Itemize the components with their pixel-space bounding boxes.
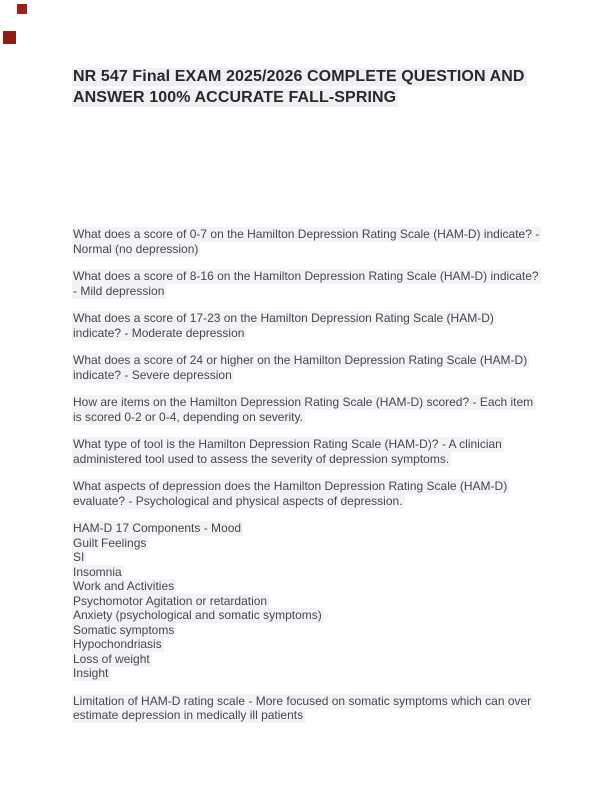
list-item: Guilt Feelings: [73, 535, 147, 550]
title-line: NR 547 Final EXAM 2025/2026 COMPLETE QUESTION AND: [73, 68, 525, 85]
text-line: What does a score of 24 or higher on the Hamilton Depression Rating Scale (HAM-D): [73, 353, 528, 367]
qa-paragraph-score-17-23: [72, 311, 554, 340]
qa-paragraph-score-24-higher: [72, 353, 554, 382]
list-item: Hypochondriasis: [73, 637, 162, 651]
list-item: Anxiety (psychological and somatic symptoms): [73, 608, 322, 622]
list-item: Psychomotor Agitation or retardation: [73, 593, 268, 608]
text-line: indicate? - Severe depression: [73, 367, 232, 382]
text-line: What does a score of 0-7 on the Hamilton Depression Rating Scale (HAM-D) indicate? -: [73, 227, 540, 241]
document-content: [72, 0, 554, 723]
text-line: estimate depression in medically ill patients: [73, 708, 304, 722]
list-item: SI: [73, 550, 85, 564]
text-line: What aspects of depression does the Hamilton Depression Rating Scale (HAM-D): [73, 479, 508, 493]
qa-paragraph-score-8-16: [72, 269, 554, 298]
title-line: ANSWER 100% ACCURATE FALL-SPRING: [73, 89, 397, 106]
qa-paragraph-item-scoring: [72, 395, 554, 424]
list-item: Work and Activities: [73, 579, 175, 593]
list-item: Somatic symptoms: [73, 622, 175, 637]
document-title: [72, 66, 554, 108]
text-line: What type of tool is the Hamilton Depression Rating Scale (HAM-D)? - A clinician: [73, 437, 502, 451]
text-line: is scored 0-2 or 0-4, depending on severity.: [73, 409, 303, 424]
text-line: What does a score of 8-16 on the Hamilton Depression Rating Scale (HAM-D) indicate?: [73, 269, 539, 283]
hamd-components-list: [72, 521, 554, 681]
text-line: indicate? - Moderate depression: [73, 325, 245, 340]
qa-paragraph-aspects-evaluated: [72, 479, 554, 508]
qa-paragraph-limitation: [72, 694, 554, 723]
text-line: - Mild depression: [73, 283, 165, 298]
text-line: Normal (no depression): [73, 241, 199, 256]
text-line: How are items on the Hamilton Depression Rating Scale (HAM-D) scored? - Each item: [73, 395, 534, 409]
list-item: Insomnia: [73, 564, 122, 579]
list-item: HAM-D 17 Components - Mood: [73, 521, 242, 535]
list-item: Loss of weight: [73, 651, 150, 666]
red-square-decor-left-icon: [3, 31, 16, 44]
qa-paragraph-tool-type: [72, 437, 554, 466]
red-square-decor-top-icon: [17, 4, 27, 14]
list-item: Insight: [73, 666, 109, 680]
text-line: Limitation of HAM-D rating scale - More focused on somatic symptoms which can over: [73, 693, 532, 708]
text-line: What does a score of 17-23 on the Hamilton Depression Rating Scale (HAM-D): [73, 311, 494, 325]
text-line: evaluate? - Psychological and physical aspects of depression.: [73, 493, 403, 508]
text-line: administered tool used to assess the severity of depression symptoms.: [73, 451, 450, 466]
qa-paragraph-score-0-7: [72, 227, 554, 256]
